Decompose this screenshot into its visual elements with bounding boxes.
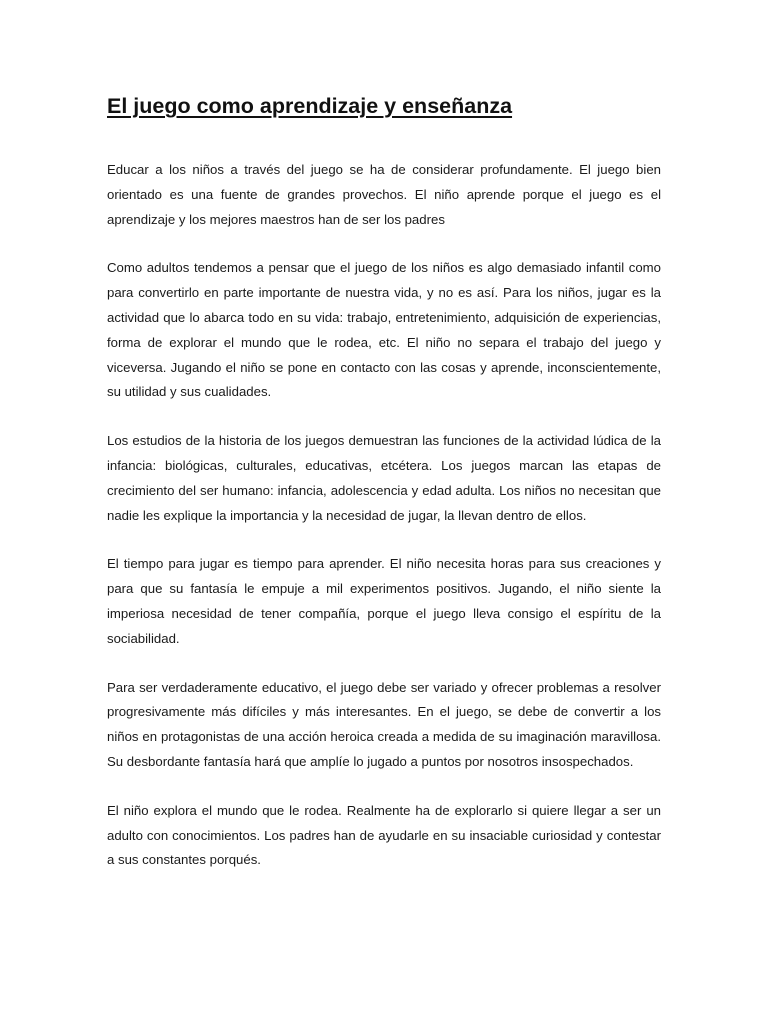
paragraph-5: Para ser verdaderamente educativo, el juego debe ser variado y ofrecer problemas a resolver progresivamente más difíciles y más interesantes. En el juego, se debe de convertir a los niños en protagonistas de una acción heroica creada a medida de su imaginación maravillosa. Su desbordante fantasía hará que amplíe lo jugado a puntos por nosotros insospechados. <box>107 679 661 769</box>
document-body <box>107 158 661 873</box>
paragraph-1: Educar a los niños a través del juego se ha de considerar profundamente. El juego bien orientado es una fuente de grandes provechos. El niño aprende porque el juego es el aprendizaje y los mejores maestros han de ser los padres <box>107 162 661 227</box>
paragraph-3: Los estudios de la historia de los juegos demuestran las funciones de la actividad lúdica de la infancia: biológicas, culturales, educativas, etcétera. Los juegos marcan las etapas de crecimiento del ser humano: infancia, adolescencia y edad adulta. Los niños no necesitan que nadie les explique la importancia y la necesidad de jugar, la llevan dentro de ellos. <box>107 433 661 523</box>
document-page <box>107 92 661 873</box>
paragraph-4: El tiempo para jugar es tiempo para aprender. El niño necesita horas para sus creaciones y para que su fantasía le empuje a mil experimentos positivos. Jugando, el niño siente la imperiosa necesidad de tener compañía, porque el juego lleva consigo el espíritu de la sociabilidad. <box>107 556 661 646</box>
paragraph-6: El niño explora el mundo que le rodea. Realmente ha de explorarlo si quiere llegar a ser un adulto con conocimientos. Los padres han de ayudarle en su insaciable curiosidad y contestar a sus constantes porqués. <box>107 802 661 868</box>
document-title: El juego como aprendizaje y enseñanza <box>107 94 513 118</box>
paragraph-2: Como adultos tendemos a pensar que el juego de los niños es algo demasiado infantil como para convertirlo en parte importante de nuestra vida, y no es así. Para los niños, jugar es la actividad que lo abarca todo en su vida: trabajo, entretenimiento, adquisición de experiencias, forma de explorar el mundo que le rodea, etc. El niño no separa el trabajo del juego y viceversa. Jugando el niño se pone en contacto con las cosas y aprende, inconscientemente, su utilidad y sus cualidades. <box>107 260 661 400</box>
